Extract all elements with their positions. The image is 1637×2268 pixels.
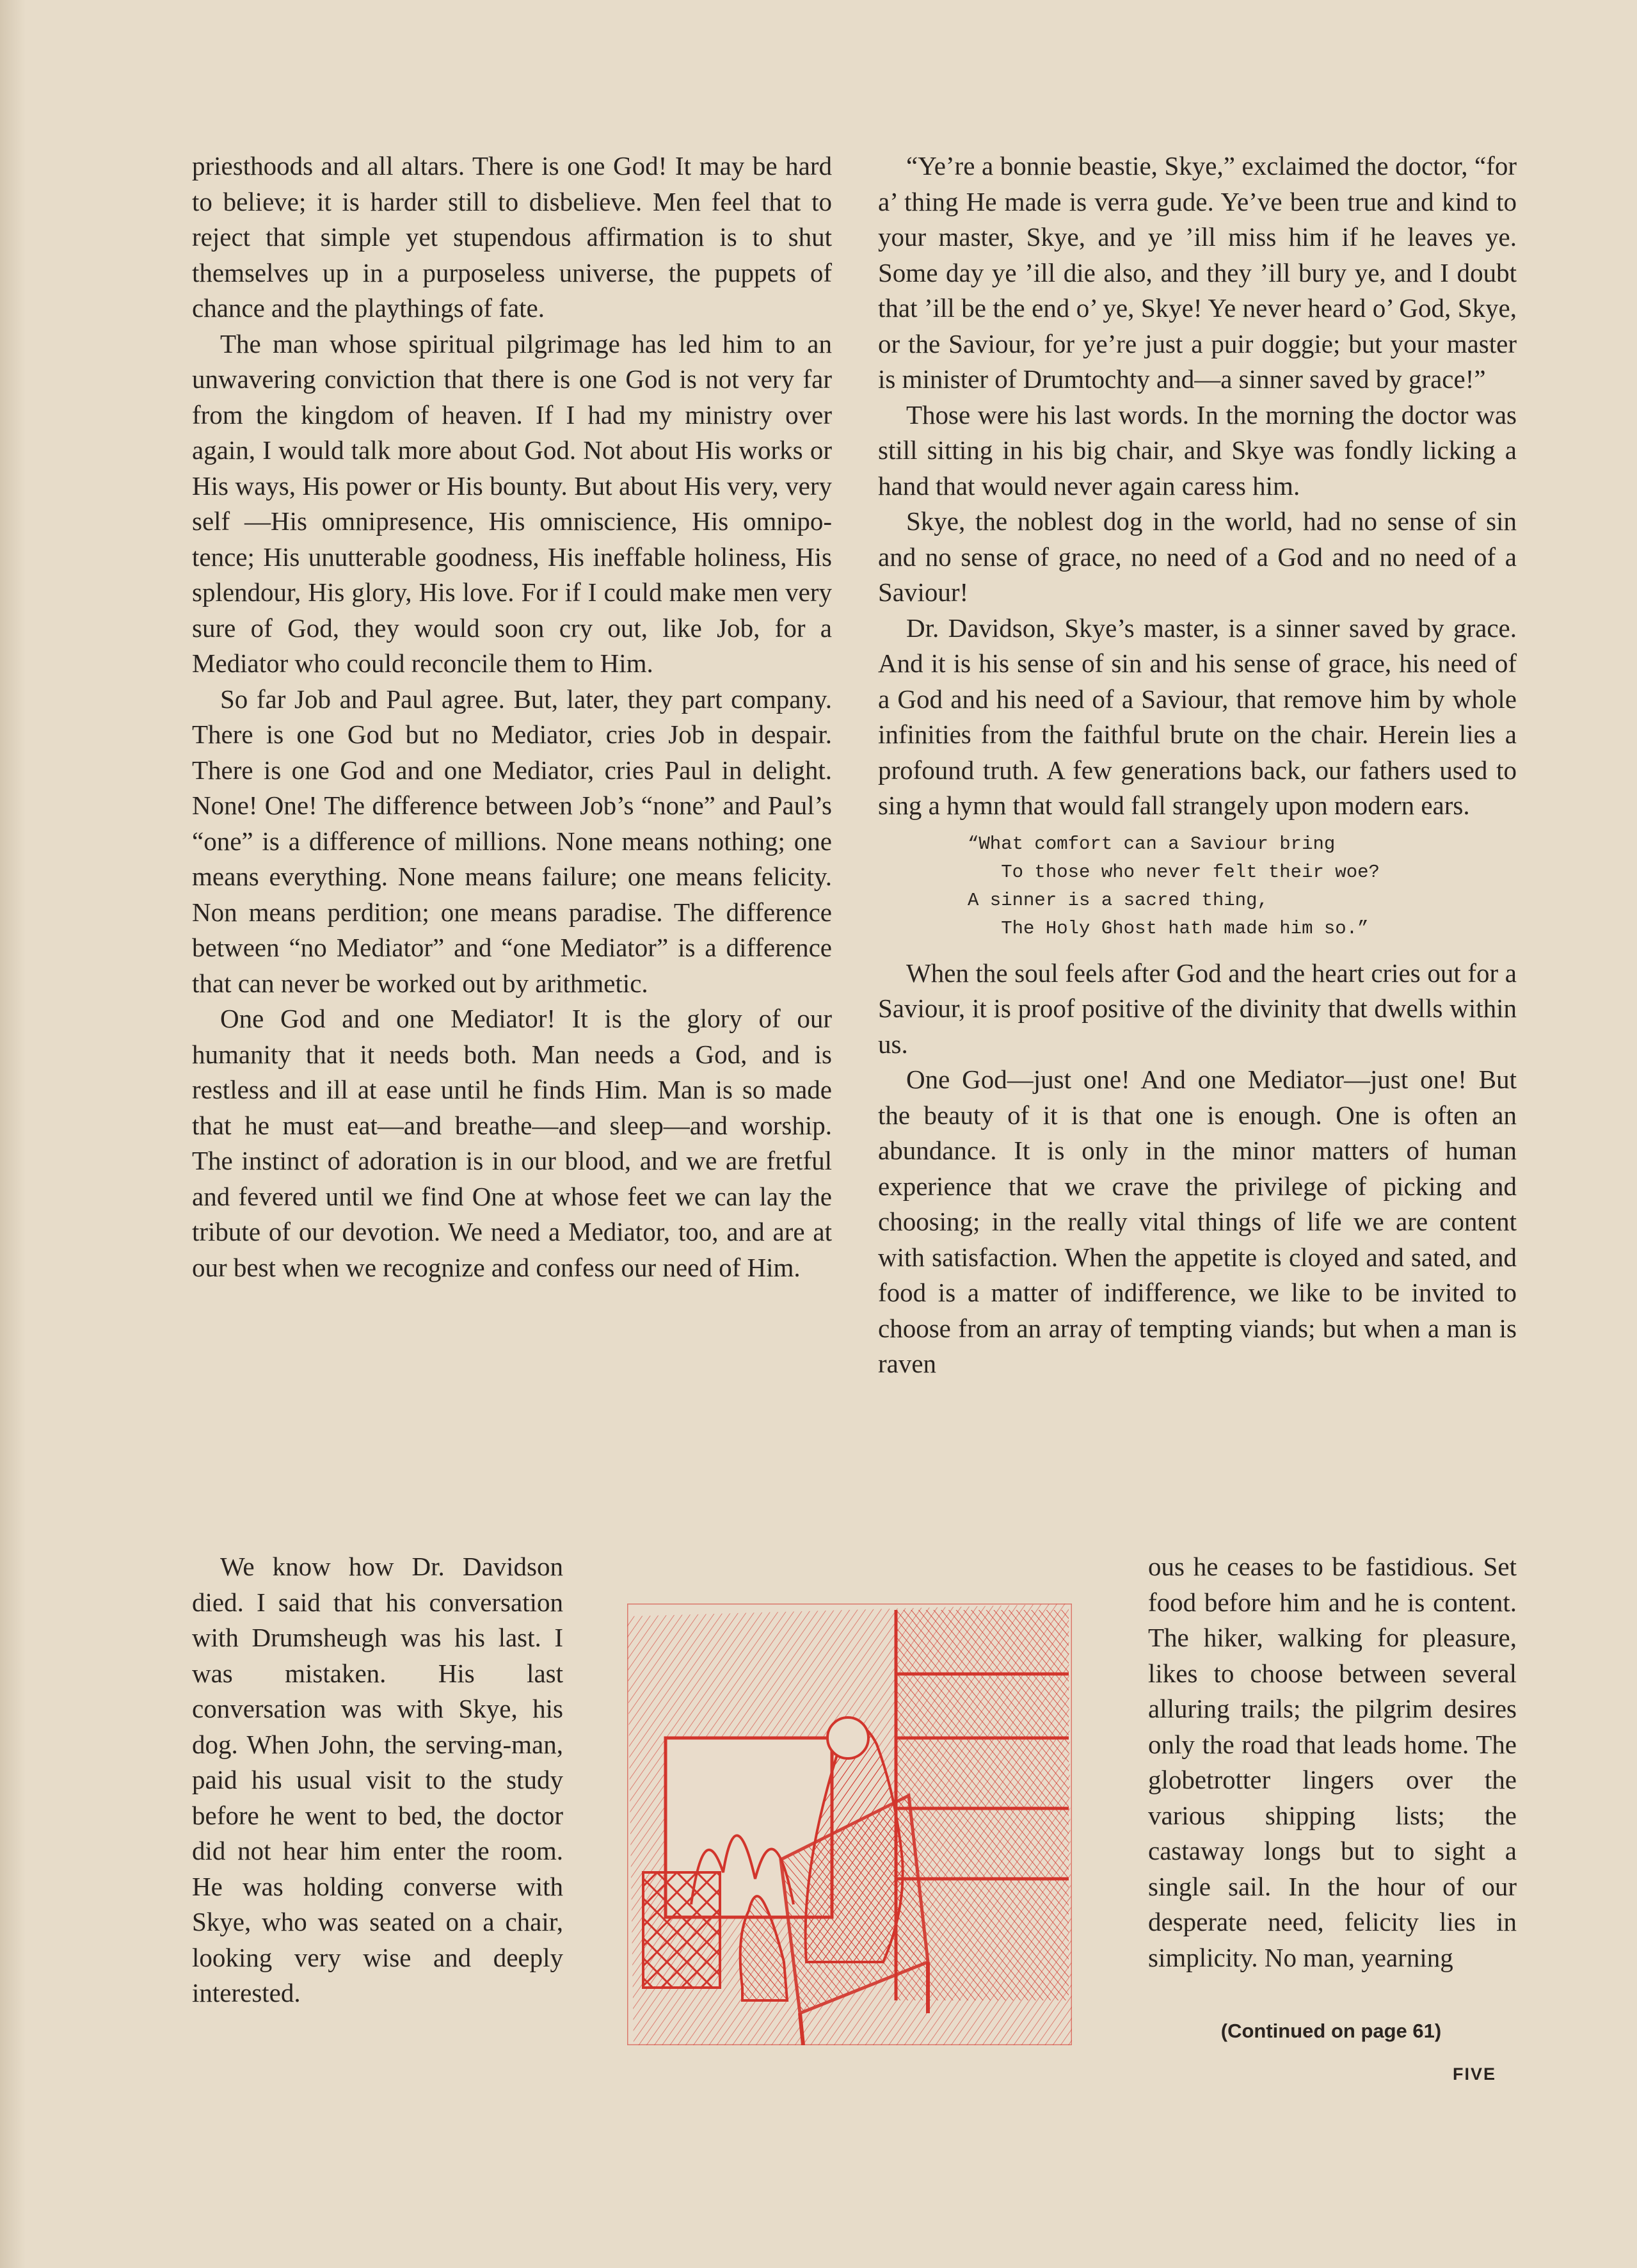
paragraph: So far Job and Paul agree. But, later, they part company. There is one God but no Mediator, cries Job in despair. There is one God and one Mediator, cries Paul in delight. None! One! The difference between Job’s “none” and Paul’s “one” is a difference of millions. None means nothing; one means everything. None means failure; one means felicity. Non means perdition; one means paradise. The difference between “no Mediator” and “one Mediator” is a difference that can never be worked out by arithmetic. — [192, 684, 832, 998]
paragraph: ous he ceases to be fastidious. Set food before him and he is content. The hiker, walking for pleasure, likes to choose between several alluring trails; the pilgrim desires only the road that leads home. The globetrotter lingers over the various shipping lists; the castaway longs but to sight a single sail. In the hour of our desperate need, felicity lies in simplicity. No man, yearning — [1148, 1552, 1517, 1972]
hymn-verse — [878, 830, 1517, 943]
page-number: FIVE — [1453, 2064, 1497, 2084]
paragraph: We know how Dr. Davidson died. I said that his conversation with Drumsheugh was his last. I was mistaken. His last conversation was with Skye, his dog. When John, the serving-man, paid his usual visit to the study before he went to bed, the doctor did not hear him enter the room. He was holding converse with Skye, who was seated on a chair, looking very wise and deeply interested. — [192, 1552, 563, 2007]
paragraph: The man whose spiritual pilgrimage has led him to an unwavering conviction that there is one God is not very far from the kingdom of heaven. If I had my ministry over again, I would talk more about God. Not about His works or His ways, His power or His bounty. But about His very, very self —His omnipresence, His omniscience, His omnipotence; His unutterable goodness, His ineffable holiness, His splendour, His glory, His love. For if I could make men very sure of God, they would soon cry out, like Job, for a Mediator who could reconcile them to Him. — [192, 328, 832, 678]
verse-line: “What comfort can a Saviour bring — [968, 833, 1336, 855]
right-column-bottom — [1148, 1549, 1517, 1975]
verse-line: To those who never felt their woe? — [968, 861, 1380, 883]
left-column-bottom — [192, 1549, 563, 2011]
illustration-doctor-and-dog — [627, 1604, 1072, 2045]
paragraph: “Ye’re a bonnie beastie, Skye,” exclaimed the doctor, “for a’ thing He made is verra gude. Ye’ve been true and kind to your master, Skye, and ye ’ill miss him if he leaves ye. Some day ye ’ill die also, and they ’ill bury ye, and I doubt that ’ill be the end o’ ye, Skye! Ye never heard o’ God, Skye, or the Saviour, for ye’re just a puir doggie; but your master is minister of Drumtochty and—a sinner saved by grace!” — [878, 151, 1517, 394]
page-edge — [0, 0, 26, 2268]
paragraph: One God—just one! And one Mediator—just one! But the beauty of it is that one is enough. One is often an abundance. It is only in the minor matters of human experience that we crave the privilege of picking and choosing; in the really vital things of life we are content with satisfaction. When the appetite is cloyed and sated, and food is a matter of indifference, we like to be invited to choose from an array of tempting viands; but when a man is raven — [878, 1065, 1517, 1378]
paragraph: One God and one Mediator! It is the glory of our humanity that it needs both. Man needs a God, and is restless and ill at ease until he finds Him. Man is so made that he must eat—and breathe—and sleep—and worship. The instinct of adoration is in our blood, and we are fretful and fevered until we find One at whose feet we can lay the tribute of our devotion. We need a Mediator, too, and are at our best when we recognize and confess our need of Him. — [192, 1004, 832, 1282]
verse-line: The Holy Ghost hath made him so.” — [968, 917, 1369, 939]
continued-note: (Continued on page 61) — [1220, 2020, 1442, 2042]
paragraph: priesthoods and all altars. There is one God! It may be hard to believe; it is harder still to disbelieve. Men feel that to reject that simple yet stupendous affirmation is to shut themselves up in a purposeless universe, the puppets of chance and the playthings of fate. — [192, 151, 832, 323]
right-column — [878, 149, 1517, 1382]
paragraph: Skye, the noblest dog in the world, had no sense of sin and no sense of grace, no need of a God and no need of a Saviour! — [878, 506, 1517, 607]
verse-line: A sinner is a sacred thing, — [968, 889, 1268, 911]
paragraph: Those were his last words. In the morning the doctor was still sitting in his big chair, and Skye was fondly licking a hand that would never again caress him. — [878, 399, 1517, 501]
paragraph: Dr. Davidson, Skye’s master, is a sinner saved by grace. And it is his sense of sin and his sense of grace, his need of a God and his need of a Saviour, that remove him by whole infinities from the faithful brute on the chair. Herein lies a profound truth. A few generations back, our fathers used to sing a hymn that would fall strangely upon modern ears. — [878, 613, 1517, 820]
paragraph: When the soul feels after God and the heart cries out for a Saviour, it is proof positive of the divinity that dwells within us. — [878, 958, 1517, 1059]
left-column — [192, 149, 832, 1285]
